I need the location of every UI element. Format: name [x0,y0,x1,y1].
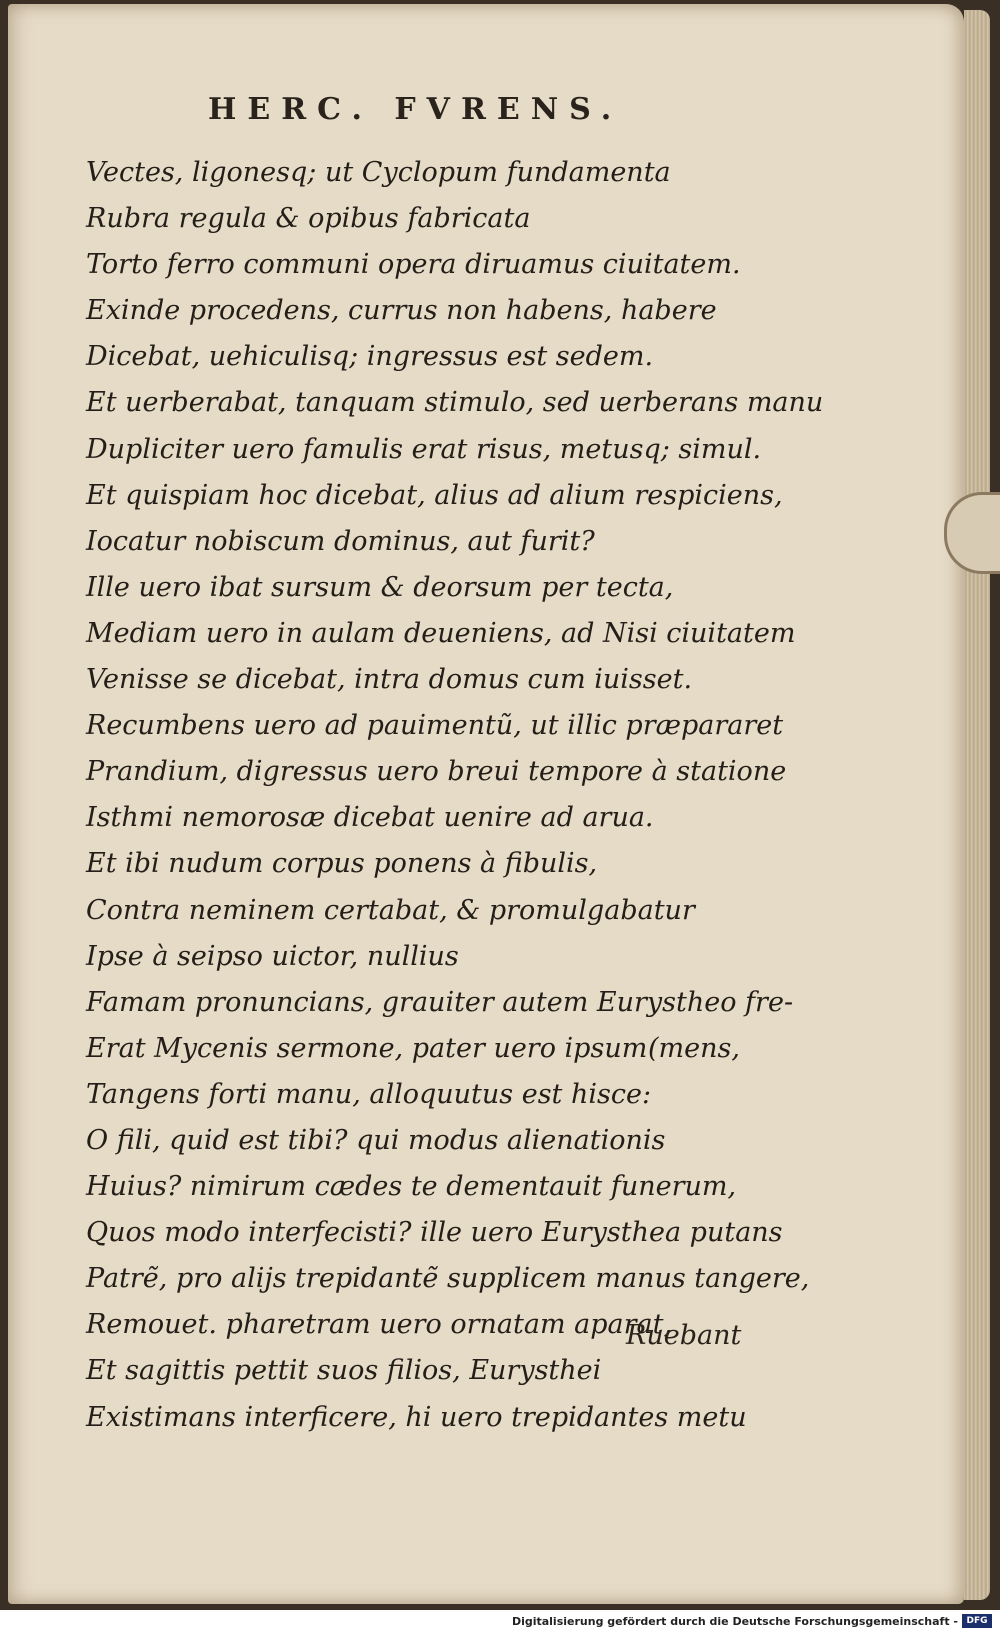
verse-line [86,1210,783,1256]
verse-line-text: Recumbens uero ad pauimentũ, ut illic præpararet [86,710,784,742]
verse-line [86,611,796,657]
verse-line-text: Contra neminem certabat, & promulgabatur [86,894,695,926]
verse-line-text: Vectes, ligonesq; ut Cyclopum fundamenta [86,157,671,188]
verse-line-text: Tangens forti manu, alloquutus est hisce: [86,1078,652,1110]
verse-line [86,1118,766,1164]
verse-line [86,473,783,519]
verse-line [86,519,766,565]
verse-line-text: Remouet. pharetram uero ornatam aparat, [86,1309,673,1341]
verse-line-overflow: (mens, [648,1032,740,1064]
verse-line [86,427,766,473]
verse-line [86,1164,766,1210]
verse-line [86,795,766,841]
verse-line [86,841,766,887]
verse-line [86,565,766,611]
running-head: HERC. FVRENS. [208,92,623,127]
verse-line-text: Prandium, digressus uero breui tempore à statione [86,756,787,788]
verse-line-text: Torto ferro communi opera diruamus ciuitatem. [86,249,741,281]
verse-line-text: Quos modo interfecisti? ille uero Eurysthea putans [86,1217,783,1249]
verse-line [86,934,766,980]
verse-line-text: Ipse à seipso uictor, nullius [86,940,459,972]
verse-line-text: Exinde procedens, currus non habens, habere [86,295,717,327]
verse-line-text: Et sagittis pettit suos filios, Eurysthei [86,1355,602,1387]
verse-line-text: Erat Mycenis sermone, pater uero ipsum [86,1032,648,1064]
verse-line-text: Et ibi nudum corpus ponens à fibulis, [86,848,598,880]
verse-line-text: Iocatur nobiscum dominus, aut furit? [86,525,595,557]
verse-line [86,380,824,426]
verse-line-text: Huius? nimirum cædes te dementauit funerum, [86,1171,737,1203]
verse-text [86,150,824,1441]
dfg-logo: DFG [962,1614,992,1628]
verse-line [86,1348,766,1394]
verse-line [86,150,766,196]
verse-line-text: Patrẽ, pro alijs trepidantẽ supplicem manus tangere, [86,1263,810,1295]
verse-line-text: Rubra regula & opibus fabricata [86,203,531,235]
verse-line [86,657,766,703]
verse-line-text: Ille uero ibat sursum & deorsum per tecta, [86,571,674,603]
verse-line [86,980,794,1026]
verse-line [86,888,766,934]
verse-line-text: Et quispiam hoc dicebat, alius ad alium respiciens, [86,479,783,511]
verse-line-text: Dupliciter uero famulis erat risus, metusq; simul. [86,433,762,465]
verse-line [86,703,784,749]
verse-line-text: Dicebat, uehiculisq; ingressus est sedem. [86,341,654,373]
verse-line-text: Mediam uero in aulam deueniens, ad Nisi ciuitatem [86,617,796,649]
footer-credit: Digitalisierung gefördert durch die Deutsche Forschungsgemeinschaft - [511,1615,958,1628]
verse-line-text: Famam pronuncians, grauiter autem Eurystheo fre- [86,986,794,1018]
verse-line-text: O fili, quid est tibi? qui modus alienationis [86,1124,666,1156]
verse-line [86,334,766,380]
verse-line-text: Venisse se dicebat, intra domus cum iuisset. [86,664,693,696]
verse-line-text: Isthmi nemorosæ dicebat uenire ad arua. [86,802,654,834]
verse-line-text: Et uerberabat, tanquam stimulo, sed uerberans manu [86,387,824,419]
page-edges [964,10,990,1600]
verse-line [86,1072,766,1118]
verse-line [86,1256,810,1302]
verse-line [86,1395,766,1441]
verse-line [86,288,766,334]
verse-line-text: Existimans interficere, hi uero trepidantes metu [86,1401,747,1433]
verse-line [86,1026,766,1072]
verse-line [86,749,787,795]
verse-line [86,196,766,242]
verse-line [86,242,766,288]
catchword: Ruebant [626,1320,742,1351]
